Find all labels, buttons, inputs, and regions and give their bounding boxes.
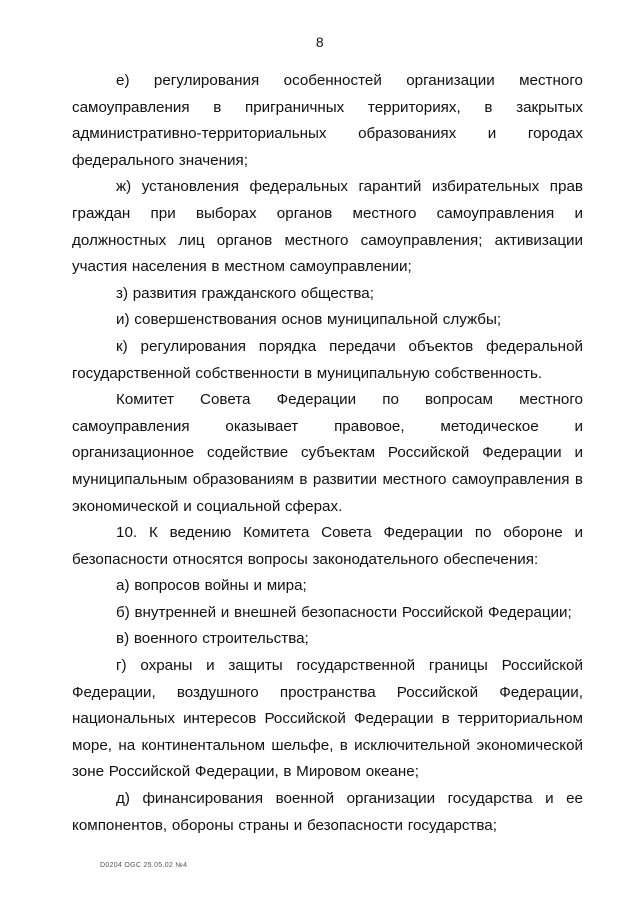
paragraph-item-e: е) регулирования особенностей организации местного самоуправления в приграничных территориях, в закрытых административно-территориальных образованиях и городах федерального значения; [72,72,583,169]
paragraph-item-d: д) финансирования военной организации государства и ее компонентов, обороны страны и безопасности государства; [72,790,583,834]
paragraph-item-k: к) регулирования порядка передачи объектов федеральной государственной собственности в муниципальную собственность. [72,337,583,382]
paragraph-committee-support: Комитет Совета Федерации по вопросам местного самоуправления оказывает правовое, методическое и организационное содействие субъектам Российской Федерации и муниципальным образованиям в развитии местного самоуправления в экономической и социальной сферах. [72,391,583,515]
paragraph-item-g: г) охраны и защиты государственной границы Российской Федерации, воздушного пространства Российской Федерации, национальных интересов Российской Федерации в территориальном море, на континентальном шельфе, в исключительной экономической зоне Российской Федерации, в Мировом океане; [72,657,583,781]
paragraph-section-10: 10. К ведению Комитета Совета Федерации по обороне и безопасности относятся вопросы законодательного обеспечения: [72,524,583,568]
footer-document-code: D0204 OGC 25.05.02 №4 [100,862,188,869]
page-number: 8 [315,34,325,50]
paragraph-item-b: б) внутренней и внешней безопасности Российской Федерации; [116,603,572,621]
document-body [72,68,583,839]
paragraph-item-a: а) вопросов войны и мира; [116,577,307,595]
paragraph-item-v: в) военного строительства; [116,630,309,648]
paragraph-item-z: з) развития гражданского общества; [116,284,374,302]
paragraph-item-i: и) совершенствования основ муниципальной службы; [116,311,502,329]
paragraph-item-zh: ж) установления федеральных гарантий избирательных прав граждан при выборах органов местного самоуправления и должностных лиц органов местного самоуправления; активизации участия населения в местном самоуправлении; [72,178,583,276]
